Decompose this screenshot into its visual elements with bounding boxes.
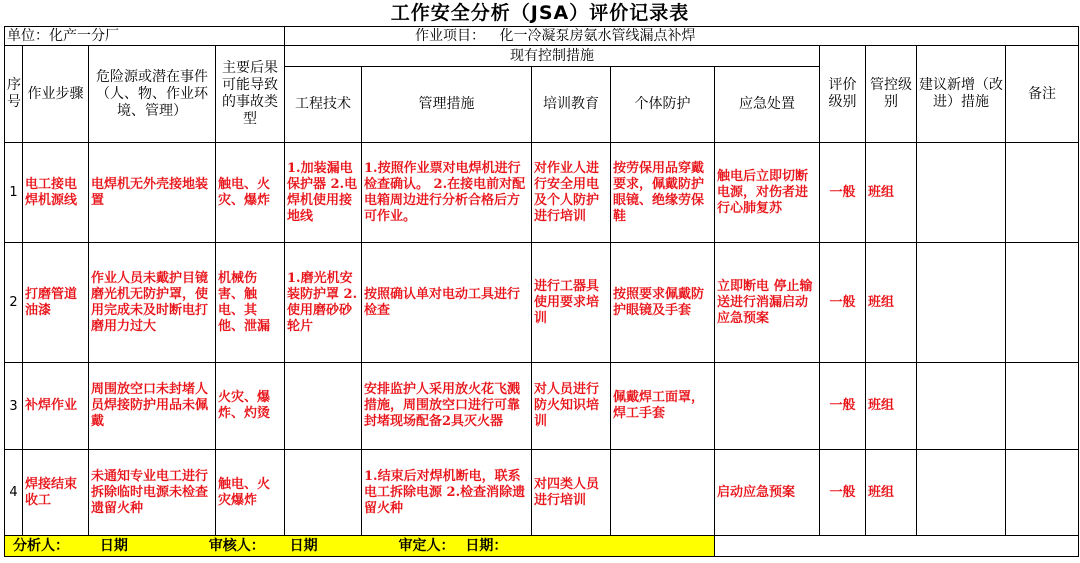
row-seq: 3 [5, 363, 23, 450]
signature-blank [715, 536, 1079, 557]
row-consequence: 触电、火灾、爆炸 [216, 143, 285, 243]
row-evaluation: 一般 [820, 143, 866, 243]
row-remarks [1006, 363, 1079, 450]
row-step: 电工接电焊机源线 [23, 143, 89, 243]
header-emergency: 应急处置 [715, 67, 820, 143]
approver-label: 审定人： [398, 538, 455, 554]
unit-cell [5, 27, 285, 46]
row-remarks [1006, 143, 1079, 243]
row-control-level: 班组 [866, 363, 917, 450]
header-step: 作业步骤 [23, 46, 89, 143]
row-management: 1.按照作业票对电焊机进行检查确认。 2.在接电前对配电箱周边进行分析合格后方可作业。 [362, 143, 532, 243]
row-ppe [611, 450, 715, 536]
table-row [5, 450, 1079, 536]
row-emergency: 立即断电 停止输送进行消漏启动应急预案 [715, 243, 820, 363]
header-suggestion: 建议新增（改进）措施 [917, 46, 1006, 143]
project-cell [285, 27, 1079, 46]
row-evaluation: 一般 [820, 243, 866, 363]
row-step: 焊接结束收工 [23, 450, 89, 536]
row-step: 打磨管道油漆 [23, 243, 89, 363]
row-ppe: 佩戴焊工面罩，焊工手套 [611, 363, 715, 450]
analyst-date-label: 日期 [99, 538, 128, 554]
header-row-1 [5, 46, 1079, 67]
row-engineering [285, 363, 362, 450]
row-control-level: 班组 [866, 143, 917, 243]
table-row [5, 363, 1079, 450]
signature-row [5, 536, 1079, 557]
row-suggestion [917, 143, 1006, 243]
row-hazard: 未通知专业电工进行拆除临时电源未检查遗留火种 [89, 450, 216, 536]
project-value: 化一冷凝泵房氨水管线漏点补焊 [499, 28, 696, 44]
header-control-level: 管控级别 [866, 46, 917, 143]
row-seq: 2 [5, 243, 23, 363]
row-suggestion [917, 363, 1006, 450]
row-consequence: 机械伤害、触电、其他、泄漏 [216, 243, 285, 363]
row-consequence: 触电、火灾爆炸 [216, 450, 285, 536]
row-seq: 4 [5, 450, 23, 536]
header-remarks: 备注 [1006, 46, 1079, 143]
row-suggestion [917, 450, 1006, 536]
row-seq: 1 [5, 143, 23, 243]
row-evaluation: 一般 [820, 450, 866, 536]
row-training: 对作业人进行安全用电及个人防护进行培训 [532, 143, 611, 243]
row-ppe: 按劳保用品穿戴要求，佩戴防护眼镜、绝缘劳保鞋 [611, 143, 715, 243]
row-control-level: 班组 [866, 243, 917, 363]
header-engineering: 工程技术 [285, 67, 362, 143]
row-consequence: 火灾、爆炸、灼烫 [216, 363, 285, 450]
row-management: 1.结束后对焊机断电，联系电工拆除电源 2.检查消除遗留火种 [362, 450, 532, 536]
row-evaluation: 一般 [820, 363, 866, 450]
row-engineering [285, 450, 362, 536]
row-engineering: 1.磨光机安装防护罩 2.使用磨砂砂轮片 [285, 243, 362, 363]
analyst-label: 分析人： [13, 538, 69, 554]
unit-text: 单位：化产一分厂 [7, 28, 119, 44]
row-step: 补焊作业 [23, 363, 89, 450]
jsa-table [4, 26, 1079, 557]
reviewer-label: 审核人： [208, 538, 265, 554]
row-control-level: 班组 [866, 450, 917, 536]
reviewer-date-label: 日期 [289, 538, 318, 554]
info-row [5, 27, 1079, 46]
row-training: 对四类人员进行培训 [532, 450, 611, 536]
row-engineering: 1.加装漏电保护器 2.电焊机使用接地线 [285, 143, 362, 243]
header-hazard: 危险源或潜在事件（人、物、作业环境、管理） [89, 46, 216, 143]
row-training: 对人员进行防火知识培训 [532, 363, 611, 450]
row-ppe: 按照要求佩戴防护眼镜及手套 [611, 243, 715, 363]
header-management: 管理措施 [362, 67, 532, 143]
project-label: 作业项目： [415, 28, 485, 44]
table-row [5, 243, 1079, 363]
row-hazard: 作业人员未戴护目镜磨光机无防护罩，使用完成未及时断电打磨用力过大 [89, 243, 216, 363]
header-evaluation: 评价级别 [820, 46, 866, 143]
header-seq: 序号 [5, 46, 23, 143]
row-training: 进行工器具使用要求培训 [532, 243, 611, 363]
header-controls-group: 现有控制措施 [285, 46, 820, 67]
header-training: 培训教育 [532, 67, 611, 143]
row-emergency: 启动应急预案 [715, 450, 820, 536]
row-hazard: 电焊机无外壳接地装置 [89, 143, 216, 243]
header-ppe: 个体防护 [611, 67, 715, 143]
row-suggestion [917, 243, 1006, 363]
row-management: 安排监护人采用放火花飞溅措施，周围放空口进行可靠封堵现场配备2具灭火器 [362, 363, 532, 450]
row-remarks [1006, 243, 1079, 363]
row-emergency [715, 363, 820, 450]
approver-date-label: 日期： [465, 538, 508, 554]
row-hazard: 周围放空口未封堵人员焊接防护用品未佩戴 [89, 363, 216, 450]
row-remarks [1006, 450, 1079, 536]
signature-cell [5, 536, 715, 557]
page-title: 工作安全分析（JSA）评价记录表 [390, 2, 690, 24]
table-row [5, 143, 1079, 243]
row-emergency: 触电后立即切断电源，对伤者进行心肺复苏 [715, 143, 820, 243]
header-consequence: 主要后果可能导致的事故类型 [216, 46, 285, 143]
row-management: 按照确认单对电动工具进行检查 [362, 243, 532, 363]
